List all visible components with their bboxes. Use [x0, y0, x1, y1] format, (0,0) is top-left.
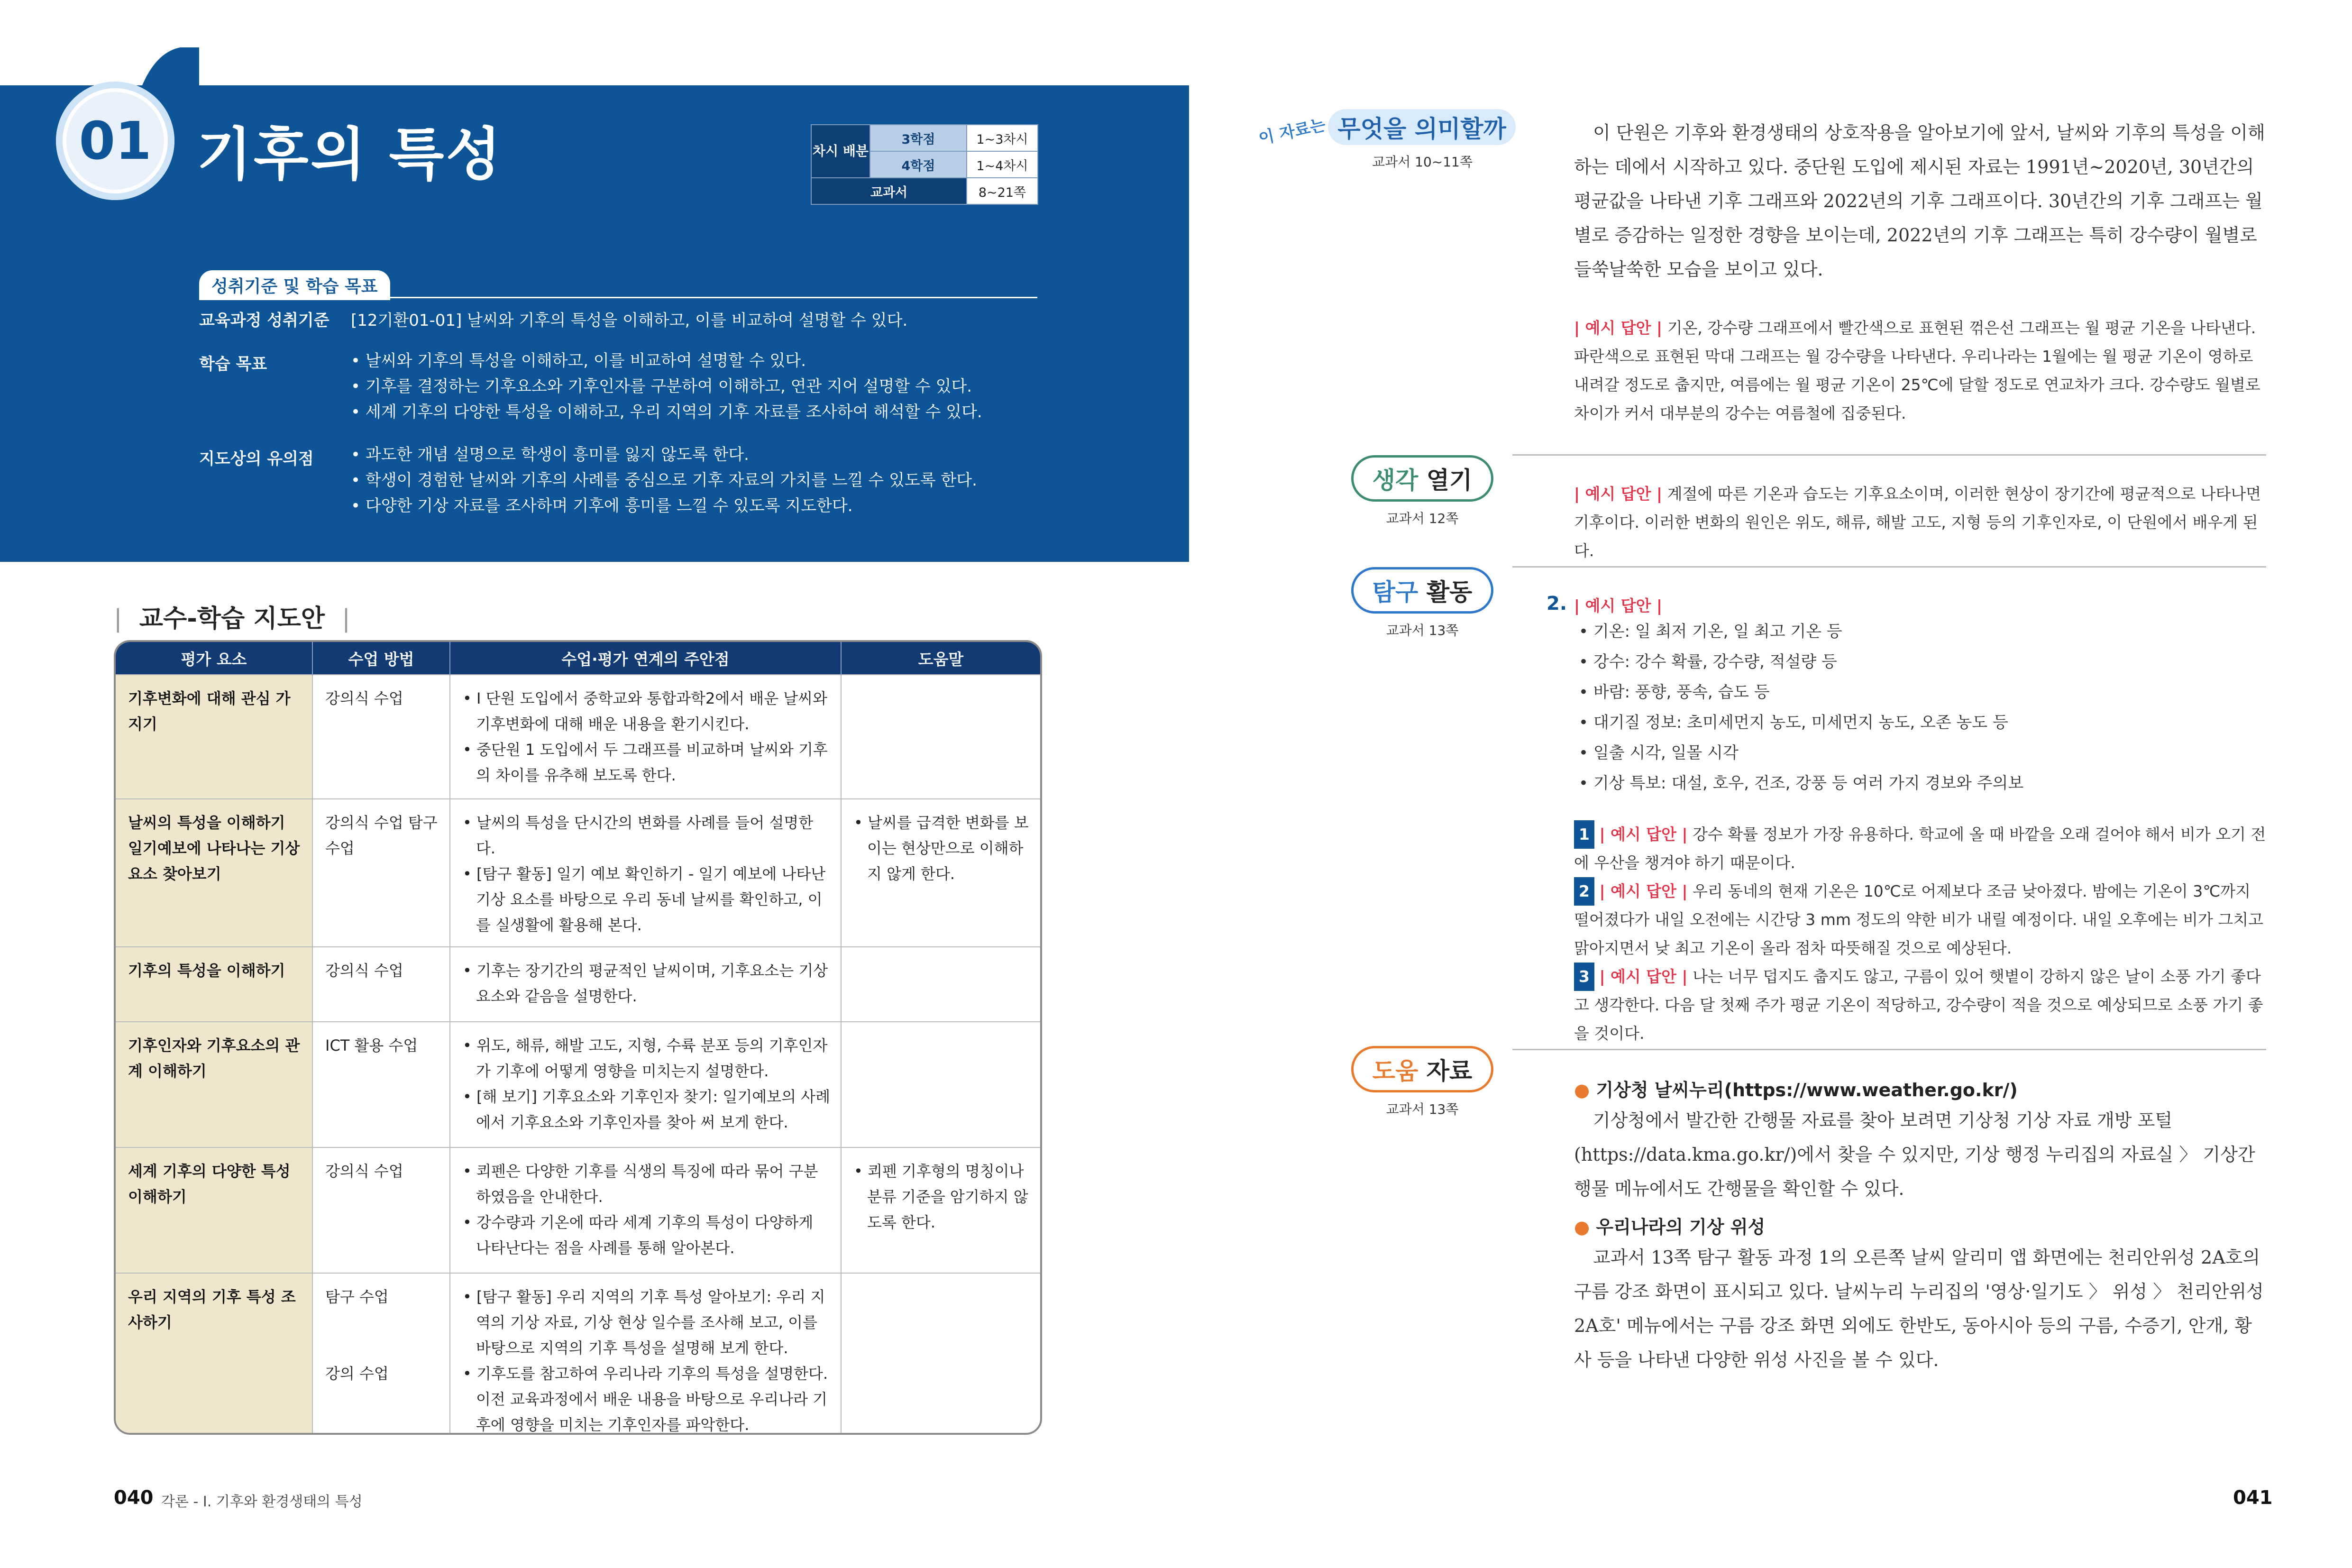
period-sub: 교과서 [811, 178, 967, 204]
unit-number: 01 [66, 92, 164, 190]
curriculum-label: 교육과정 성취기준 [199, 311, 329, 330]
focus-points: • 날씨의 특성을 단시간의 변화를 사례를 들어 설명한다. • [탐구 활동] 일기 예보 확인하기 - 일기 예보에 나타난 기상 요소를 바탕으로 우리 동네 날씨를 확인하고, 이를 실생활에 활용해 본다. [450, 799, 841, 947]
inquiry-answer-label: | 예시 답안 | [1574, 596, 1663, 615]
note-item: • 학생이 경험한 날씨와 기후의 사례를 중심으로 기후 자료의 가치를 느낄 수 있도록 한다. [351, 471, 977, 490]
section-divider [1512, 566, 2266, 568]
list-item: • 바람: 풍향, 풍속, 습도 등 [1579, 683, 1770, 702]
focus-points: • 위도, 해류, 해발 고도, 지형, 수륙 분포 등의 기후인자가 기후에 어떻게 영향을 미치는지 설명한다. • [해 보기] 기후요소와 기후인자 찾기: 일기예보의 사례에서 기후요소와 기후인자를 찾아 써 보게 한다. [450, 1022, 841, 1147]
teaching-method: 강의식 수업 [312, 947, 450, 1022]
tip [841, 1022, 1040, 1147]
resource-text: 기상청에서 발간한 간행물 자료를 찾아 보려면 기상청 기상 자료 개방 포털(https://data.kma.go.kr/)에서 찾을 수 있지만, 기상 행정 누리집의 자료실 〉 기상간행물 메뉴에서도 간행물을 확인할 수 있다. [1574, 1110, 2255, 1199]
resource-pill: 도움 자료 [1351, 1046, 1494, 1092]
tip: • 쾨펜 기후형의 명칭이나 분류 기준을 암기하지 않도록 한다. [841, 1147, 1040, 1273]
list-item: • 일출 시각, 일몰 시각 [1579, 743, 1739, 762]
meaning-pageref: 교과서 10~11쪽 [1372, 154, 1473, 170]
resource-text: 교과서 13쪽 탐구 활동 과정 1의 오른쪽 날씨 알리미 앱 화면에는 천리안위성 2A호의 구름 강조 화면이 표시되고 있다. 날씨누리 누리집의 '영상·일기도 〉 위성 〉 천리안위성 2A호' 메뉴에서는 구름 강조 화면 외에도 한반도, 동아시아 등의 구름, 수증기, 안개, 황사 등을 나타낸 다양한 위성 사진을 볼 수 있다. [1574, 1247, 2264, 1370]
table-row [116, 799, 1040, 947]
lesson-plan-table [114, 640, 1042, 1435]
table-row [116, 675, 1040, 799]
col-header: 도움말 [841, 642, 1040, 675]
eval-element: 세계 기후의 다양한 특성 이해하기 [116, 1147, 312, 1273]
list-item: • 대기질 정보: 초미세먼지 농도, 미세먼지 농도, 오존 농도 등 [1579, 713, 2008, 732]
teaching-method: ICT 활용 수업 [312, 1022, 450, 1147]
inquiry-pill: 탐구 활동 [1351, 567, 1494, 614]
note-item: • 다양한 기상 자료를 조사하며 기후에 흥미를 느낄 수 있도록 지도한다. [351, 496, 853, 515]
resource-label [1327, 1046, 1517, 1118]
tip [841, 947, 1040, 1022]
think-pageref: 교과서 12쪽 [1386, 511, 1459, 526]
goal-item: • 기후를 결정하는 기후요소와 기후인자를 구분하여 이해하고, 연관 지어 설명할 수 있다. [351, 377, 972, 396]
col-header: 평가 요소 [116, 642, 312, 675]
goals-label: 학습 목표 [199, 355, 267, 374]
tip [841, 1273, 1040, 1435]
period-value: 1~4차시 [967, 151, 1038, 178]
focus-points: • Ⅰ 단원 도입에서 중학교와 통합과학2에서 배운 날씨와 기후변화에 대해 배운 내용을 환기시킨다. • 중단원 1 도입에서 두 그래프를 비교하며 날씨와 기후의 차이를 유추해 보도록 한다. [450, 675, 841, 799]
goals-list [351, 348, 982, 425]
focus-points: • 쾨펜은 다양한 기후를 식생의 특징에 따라 묶어 구분하였음을 안내한다. • 강수량과 기온에 따라 세계 기후의 특성이 다양하게 나타난다는 점을 사례를 통해 알아본다. [450, 1147, 841, 1273]
inquiry-answer: 3 | 예시 답안 | 나는 너무 덥지도 춥지도 않고, 구름이 있어 햇볕이 강하지 않은 날이 소풍 가기 좋다고 생각한다. 다음 달 첫째 주가 평균 기온이 적당하고, 강수량이 적을 것으로 예상되므로 소풍 가기 좋을 것이다. [1574, 963, 2266, 1048]
resource-head: ● 우리나라의 기상 위성 [1574, 1217, 1766, 1238]
inquiry-pageref: 교과서 13쪽 [1386, 623, 1459, 638]
col-header: 수업 방법 [312, 642, 450, 675]
teaching-method: 강의식 수업 탐구 수업 [312, 799, 450, 947]
focus-points: • [탐구 활동] 우리 지역의 기후 특성 알아보기: 우리 지역의 기상 자료, 기상 현상 일수를 조사해 보고, 이를 바탕으로 지역의 기후 특성을 설명해 보게 한다. • 기후도를 참고하여 우리나라 기후의 특성을 설명한다. 이전 교육과정에서 배운 내용을 바탕으로 우리나라 기후에 영향을 미치는 기후인자를 파악한다. [450, 1273, 841, 1435]
list-item: • 강수: 강수 확률, 강수량, 적설량 등 [1579, 652, 1837, 671]
meaning-label-main: 무엇을 의미할까 [1328, 109, 1516, 145]
list-item: • 기상 특보: 대설, 호우, 건조, 강풍 등 여러 가지 경보와 주의보 [1579, 774, 2024, 793]
period-label: 차시 배분 [811, 125, 870, 178]
unit-title: 기후의 특성 [197, 122, 503, 188]
inquiry-number: 2. [1547, 593, 1567, 614]
meaning-label-top: 이 자료는 [1257, 115, 1327, 148]
table-row [116, 1273, 1040, 1435]
teaching-method: 강의식 수업 [312, 1147, 450, 1273]
think-answer: | 예시 답안 | 계절에 따른 기온과 습도는 기후요소이며, 이러한 현상이 장기간에 평균적으로 나타나면 기후이다. 이러한 변화의 원인은 위도, 해류, 해발 고도, 지형 등의 기후인자로, 이 단원에서 배우게 된다. [1574, 485, 2261, 560]
goal-item: • 날씨와 기후의 특성을 이해하고, 이를 비교하여 설명할 수 있다. [351, 351, 806, 370]
section-divider [1512, 1049, 2266, 1050]
unit-number-badge [56, 82, 174, 200]
think-pill: 생각 열기 [1351, 455, 1494, 502]
inquiry-answer: 1 | 예시 답안 | 강수 확률 정보가 가장 유용하다. 학교에 올 때 바깥을 오래 걸어야 해서 비가 오기 전에 우산을 챙겨야 하기 때문이다. [1574, 820, 2266, 877]
eval-element: 기후인자와 기후요소의 관계 이해하기 [116, 1022, 312, 1147]
think-label [1327, 455, 1517, 527]
inquiry-list [1579, 616, 2266, 798]
curriculum-row [199, 307, 329, 330]
curriculum-text: [12기환01-01] 날씨와 기후의 특성을 이해하고, 이를 비교하여 설명할 수 있다. [351, 311, 908, 330]
notes-label: 지도상의 유의점 [199, 449, 314, 468]
period-table [811, 124, 1038, 205]
section-running-head: 각론 - Ⅰ. 기후와 환경생태의 특성 [161, 1494, 363, 1510]
section-divider [1512, 454, 2266, 456]
meaning-text: 이 단원은 기후와 환경생태의 상호작용을 알아보기에 앞서, 날씨와 기후의 특성을 이해하는 데에서 시작하고 있다. 중단원 도입에 제시된 자료는 1991년~2020년, 30년간의 평균값을 나타낸 기후 그래프와 2022년의 기후 그래프이다. 30년간의 기후 그래프는 월별로 증감하는 일정한 경향을 보이는데, 2022년의 기후 그래프는 특히 강수량이 월별로 들쑥날쑥한 모습을 보이고 있다. [1574, 122, 2265, 280]
period-value: 8~21쪽 [967, 178, 1038, 204]
table-row [116, 1147, 1040, 1273]
meaning-label [1257, 109, 1522, 171]
period-sub: 4학점 [870, 151, 967, 178]
table-row [116, 947, 1040, 1022]
standards-tag: 성취기준 및 학습 목표 [199, 270, 390, 300]
standards-divider [199, 297, 1037, 298]
goal-item: • 세계 기후의 다양한 특성을 이해하고, 우리 지역의 기후 자료를 조사하여 해석할 수 있다. [351, 403, 982, 422]
resource-head: ● 기상청 날씨누리(https://www.weather.go.kr/) [1574, 1080, 2018, 1100]
tip: • 날씨를 급격한 변화를 보이는 현상만으로 이해하지 않게 한다. [841, 799, 1040, 947]
note-item: • 과도한 개념 설명으로 학생이 흥미를 잃지 않도록 한다. [351, 445, 749, 464]
list-item: • 기온: 일 최저 기온, 일 최고 기온 등 [1579, 622, 1842, 641]
resource-pageref: 교과서 13쪽 [1386, 1101, 1459, 1117]
page-number-right: 041 [2233, 1487, 2273, 1509]
focus-points: • 기후는 장기간의 평균적인 날씨이며, 기후요소는 기상요소와 같음을 설명한다. [450, 947, 841, 1022]
inquiry-answer: 2 | 예시 답안 | 우리 동네의 현재 기온은 10℃로 어제보다 조금 낮아졌다. 밤에는 기온이 3℃까지 떨어졌다가 내일 오전에는 시간당 3 mm 정도의 약한 비가 내릴 예정이다. 내일 오후에는 비가 그치고 맑아지면서 낮 최고 기온이 올라 점차 따뜻해질 것으로 예상된다. [1574, 877, 2266, 963]
inquiry-label [1327, 567, 1517, 639]
col-header: 수업·평가 연계의 주안점 [450, 642, 841, 675]
period-sub: 3학점 [870, 125, 967, 151]
teaching-method: 탐구 수업 강의 수업 [312, 1273, 450, 1435]
teaching-method: 강의식 수업 [312, 675, 450, 799]
eval-element: 우리 지역의 기후 특성 조사하기 [116, 1273, 312, 1435]
period-value: 1~3차시 [967, 125, 1038, 151]
resource-list [1574, 1075, 2266, 1377]
eval-element: 기후변화에 대해 관심 가지기 [116, 675, 312, 799]
table-row [116, 1022, 1040, 1147]
tip [841, 675, 1040, 799]
inquiry-answers [1574, 820, 2266, 1048]
eval-element: 기후의 특성을 이해하기 [116, 947, 312, 1022]
page-number-left: 040 [114, 1487, 154, 1509]
notes-list [351, 442, 977, 519]
plan-title: | 교수-학습 지도안 | [114, 605, 350, 633]
eval-element: 날씨의 특성을 이해하기 일기예보에 나타나는 기상요소 찾아보기 [116, 799, 312, 947]
meaning-answer: | 예시 답안 | 기온, 강수량 그래프에서 빨간색으로 표현된 꺾은선 그래프는 월 평균 기온을 나타낸다. 파란색으로 표현된 막대 그래프는 월 강수량을 나타낸다. 우리나라는 1월에는 월 평균 기온이 영하로 내려갈 정도로 춥지만, 여름에는 월 평균 기온이 25℃에 달할 정도로 연교차가 크다. 강수량도 월별로 차이가 커서 대부분의 강수는 여름철에 집중된다. [1574, 319, 2260, 422]
